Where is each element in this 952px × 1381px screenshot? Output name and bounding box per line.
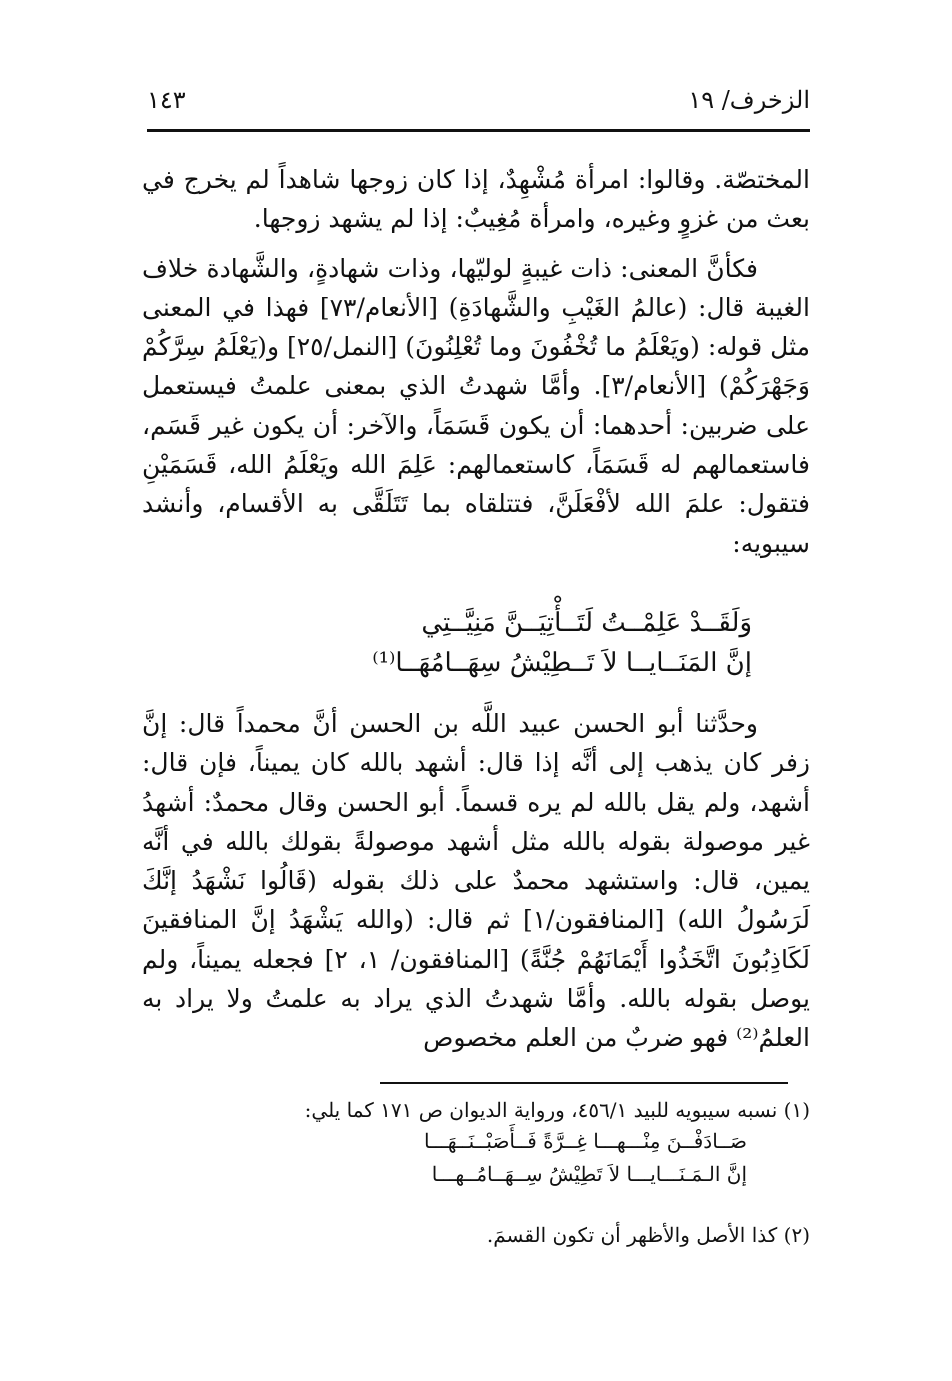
footnote-2: (٢) كذا الأصل والأظهر أن تكون القسمَ. xyxy=(486,1223,810,1247)
footnote-1: (١) نسبه سيبويه للبيد ٤٥٦/١، ورواية الديوان ص ١٧١ كما يلي: xyxy=(304,1098,810,1122)
main-text-bottom xyxy=(142,704,810,1058)
footnote-rule xyxy=(380,1082,788,1084)
footnote-1-verse-line-1: صَــادَفْــنَ مِنْـــهـــا غِــرَّةً فَــأَصَبْــنَــهَـــا xyxy=(424,1129,747,1153)
paragraph-1: المختصّة. وقالوا: امرأة مُشْهِدٌ، إذا كان زوجها شاهداً لم يخرج في بعث من غزوٍ وغيره، وامرأة مُغِيبٌ: إذا لم يشهد زوجها. xyxy=(142,165,810,234)
paragraph-2: فكأنَّ المعنى: ذات غيبةٍ لوليّها، وذات شهادةٍ، والشَّهادة خلاف الغيبة قال: (عالمُ الغَيْبِ والشَّهادَةِ) [الأنعام/٧٣] فهذا في المعنى مثل قوله: (ويَعْلَمُ ما تُخْفُونَ وما تُعْلِنُونَ) [النمل/٢٥] و(يَعْلَمُ سِرَّكُمْ وَجَهْرَكُمْ) [الأنعام/٣]. وأمَّا شهدتُ الذي بمعنى علمتُ فيستعمل على ضربين: أحدهما: أن يكون قَسَمَاً، والآخر: أن يكون غير قَسَم، فاستعمالهم له قَسَمَاً، كاستعمالهم: عَلِمَ الله ويَعْلَمُ الله، قَسَمَيْنِ فتقول: علمَ الله لأفْعَلَنَّ، فتتلقاه بما تَتَلَقَّى به الأقسام، وأنشد سيبويه: xyxy=(142,253,811,558)
paragraph-3: وحدَّثنا أبو الحسن عبيد اللَّه بن الحسن أنَّ محمداً قال: إنَّ زفر كان يذهب إلى أنَّه إذا قال: أشهد بالله كان يميناً، فإن قال: أشهد، ولم يقل بالله لم يره قسماً. أبو الحسن وقال محمدٌ: أشهدُ غير موصولة بقوله بالله مثل أشهد موصولةً بقولك بالله في أنَّه يمين، قال: واستشهد محمدٌ على ذلك بقوله (قَالُوا نَشْهَدُ إنَّكَ لَرَسُولُ الله) [المنافقون/١] ثم قال: (والله يَشْهَدُ إنَّ المنافقينَ لَكَاذِبُونَ اتَّخَذُوا أَيْمَانَهُمْ جُنَّةً) [المنافقون/ ١، ٢] فجعله يميناً، ولم يوصل بقوله بالله. وأمَّا شهدتُ الذي يراد به علمتُ ولا يراد به العلمُ⁽²⁾ فهو ضربٌ من العلم مخصوص xyxy=(142,709,811,1053)
footnote-1-verse-line-2: إنَّ الـمَـنَـــايـــا لاَ تَطِيْشُ سِــهَــامُــهـــا xyxy=(431,1162,747,1186)
main-text-top xyxy=(142,160,810,563)
poetry-verse-line-1: وَلَقَــدْ عَلِمْــتُ لَتَــأْتِيَــنَّ مَنِيَّــتِي xyxy=(421,608,752,638)
header-rule xyxy=(147,129,810,132)
poetry-verse-line-2: إنَّ المَنَــايــا لاَ تَــطِيْشُ سِهَــامُهَــا⁽¹⁾ xyxy=(372,648,752,678)
running-header-title: الزخرف/ ١٩ xyxy=(688,86,810,114)
page-number: ١٤٣ xyxy=(147,86,186,114)
